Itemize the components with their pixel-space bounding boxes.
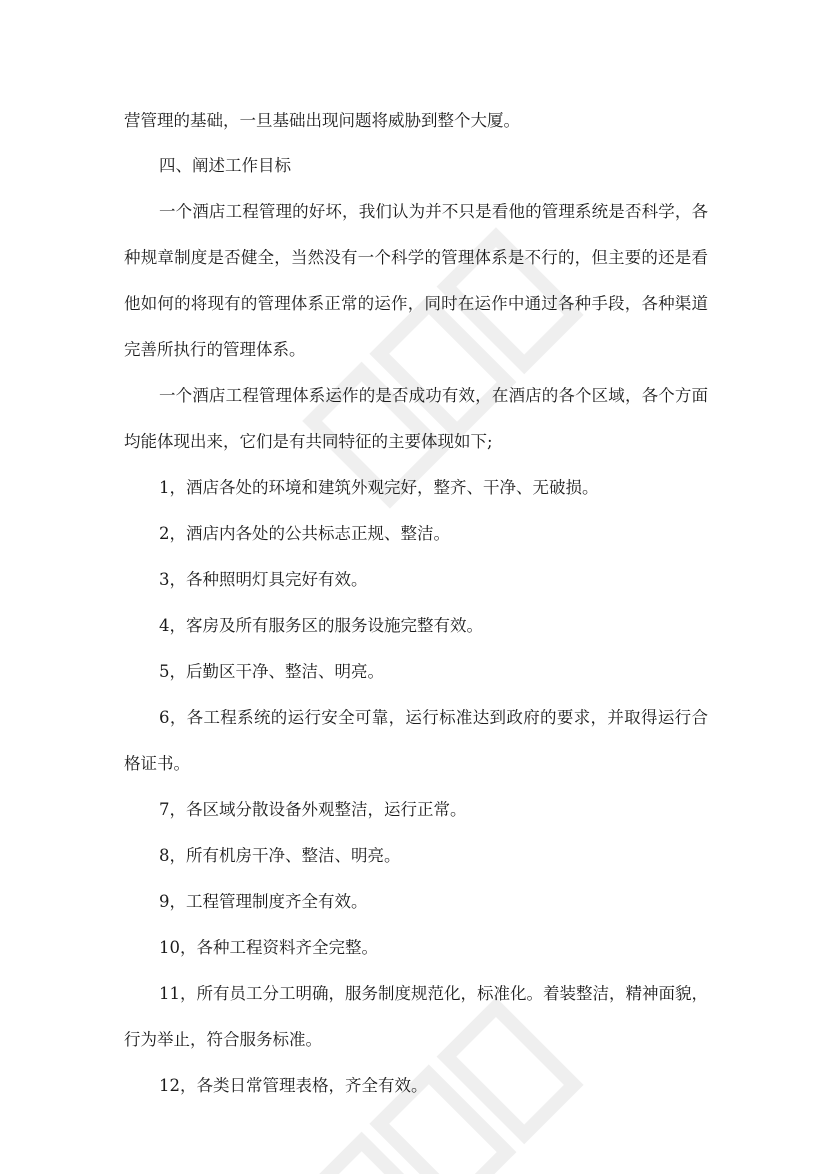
- paragraph-line: 完善所执行的管理体系。: [124, 340, 306, 359]
- section-heading: 四、阐述工作目标: [159, 156, 291, 175]
- paragraph-line: 一个酒店工程管理体系运作的是否成功有效，在酒店的各个区域，各个方面: [159, 386, 708, 405]
- list-item: 2，酒店内各处的公共标志正规、整洁。: [159, 524, 450, 543]
- list-item: 8，所有机房干净、整洁、明亮。: [159, 846, 401, 865]
- list-item: 7，各区域分散设备外观整洁，运行正常。: [159, 800, 467, 819]
- list-item: 12，各类日常管理表格，齐全有效。: [159, 1076, 428, 1095]
- list-item: 11，所有员工分工明确，服务制度规范化，标准化。着装整洁，精神面貌，: [159, 984, 708, 1003]
- list-item: 9，工程管理制度齐全有效。: [159, 892, 368, 911]
- list-item: 4，客房及所有服务区的服务设施完整有效。: [159, 616, 483, 635]
- paragraph-line: 一个酒店工程管理的好坏，我们认为并不只是看他的管理系统是否科学，各: [159, 202, 708, 221]
- list-item: 3，各种照明灯具完好有效。: [159, 570, 368, 589]
- paragraph-line: 营管理的基础，一旦基础出现问题将威胁到整个大厦。: [124, 111, 520, 130]
- paragraph-line: 他如何的将现有的管理体系正常的运作，同时在运作中通过各种手段，各种渠道: [124, 294, 708, 313]
- list-item-continuation: 行为举止，符合服务标准。: [124, 1030, 322, 1049]
- list-item-continuation: 格证书。: [124, 754, 190, 773]
- list-item: 5，后勤区干净、整洁、明亮。: [159, 662, 384, 681]
- paragraph-line: 均能体现出来，它们是有共同特征的主要体现如下;: [124, 432, 493, 451]
- list-item: 1，酒店各处的环境和建筑外观完好，整齐、干净、无破损。: [159, 478, 599, 497]
- paragraph-line: 种规章制度是否健全，当然没有一个科学的管理体系是不行的，但主要的还是看: [124, 248, 708, 267]
- list-item: 6，各工程系统的运行安全可靠，运行标准达到政府的要求，并取得运行合: [159, 708, 708, 727]
- list-item: 10，各种工程资料齐全完整。: [159, 938, 378, 957]
